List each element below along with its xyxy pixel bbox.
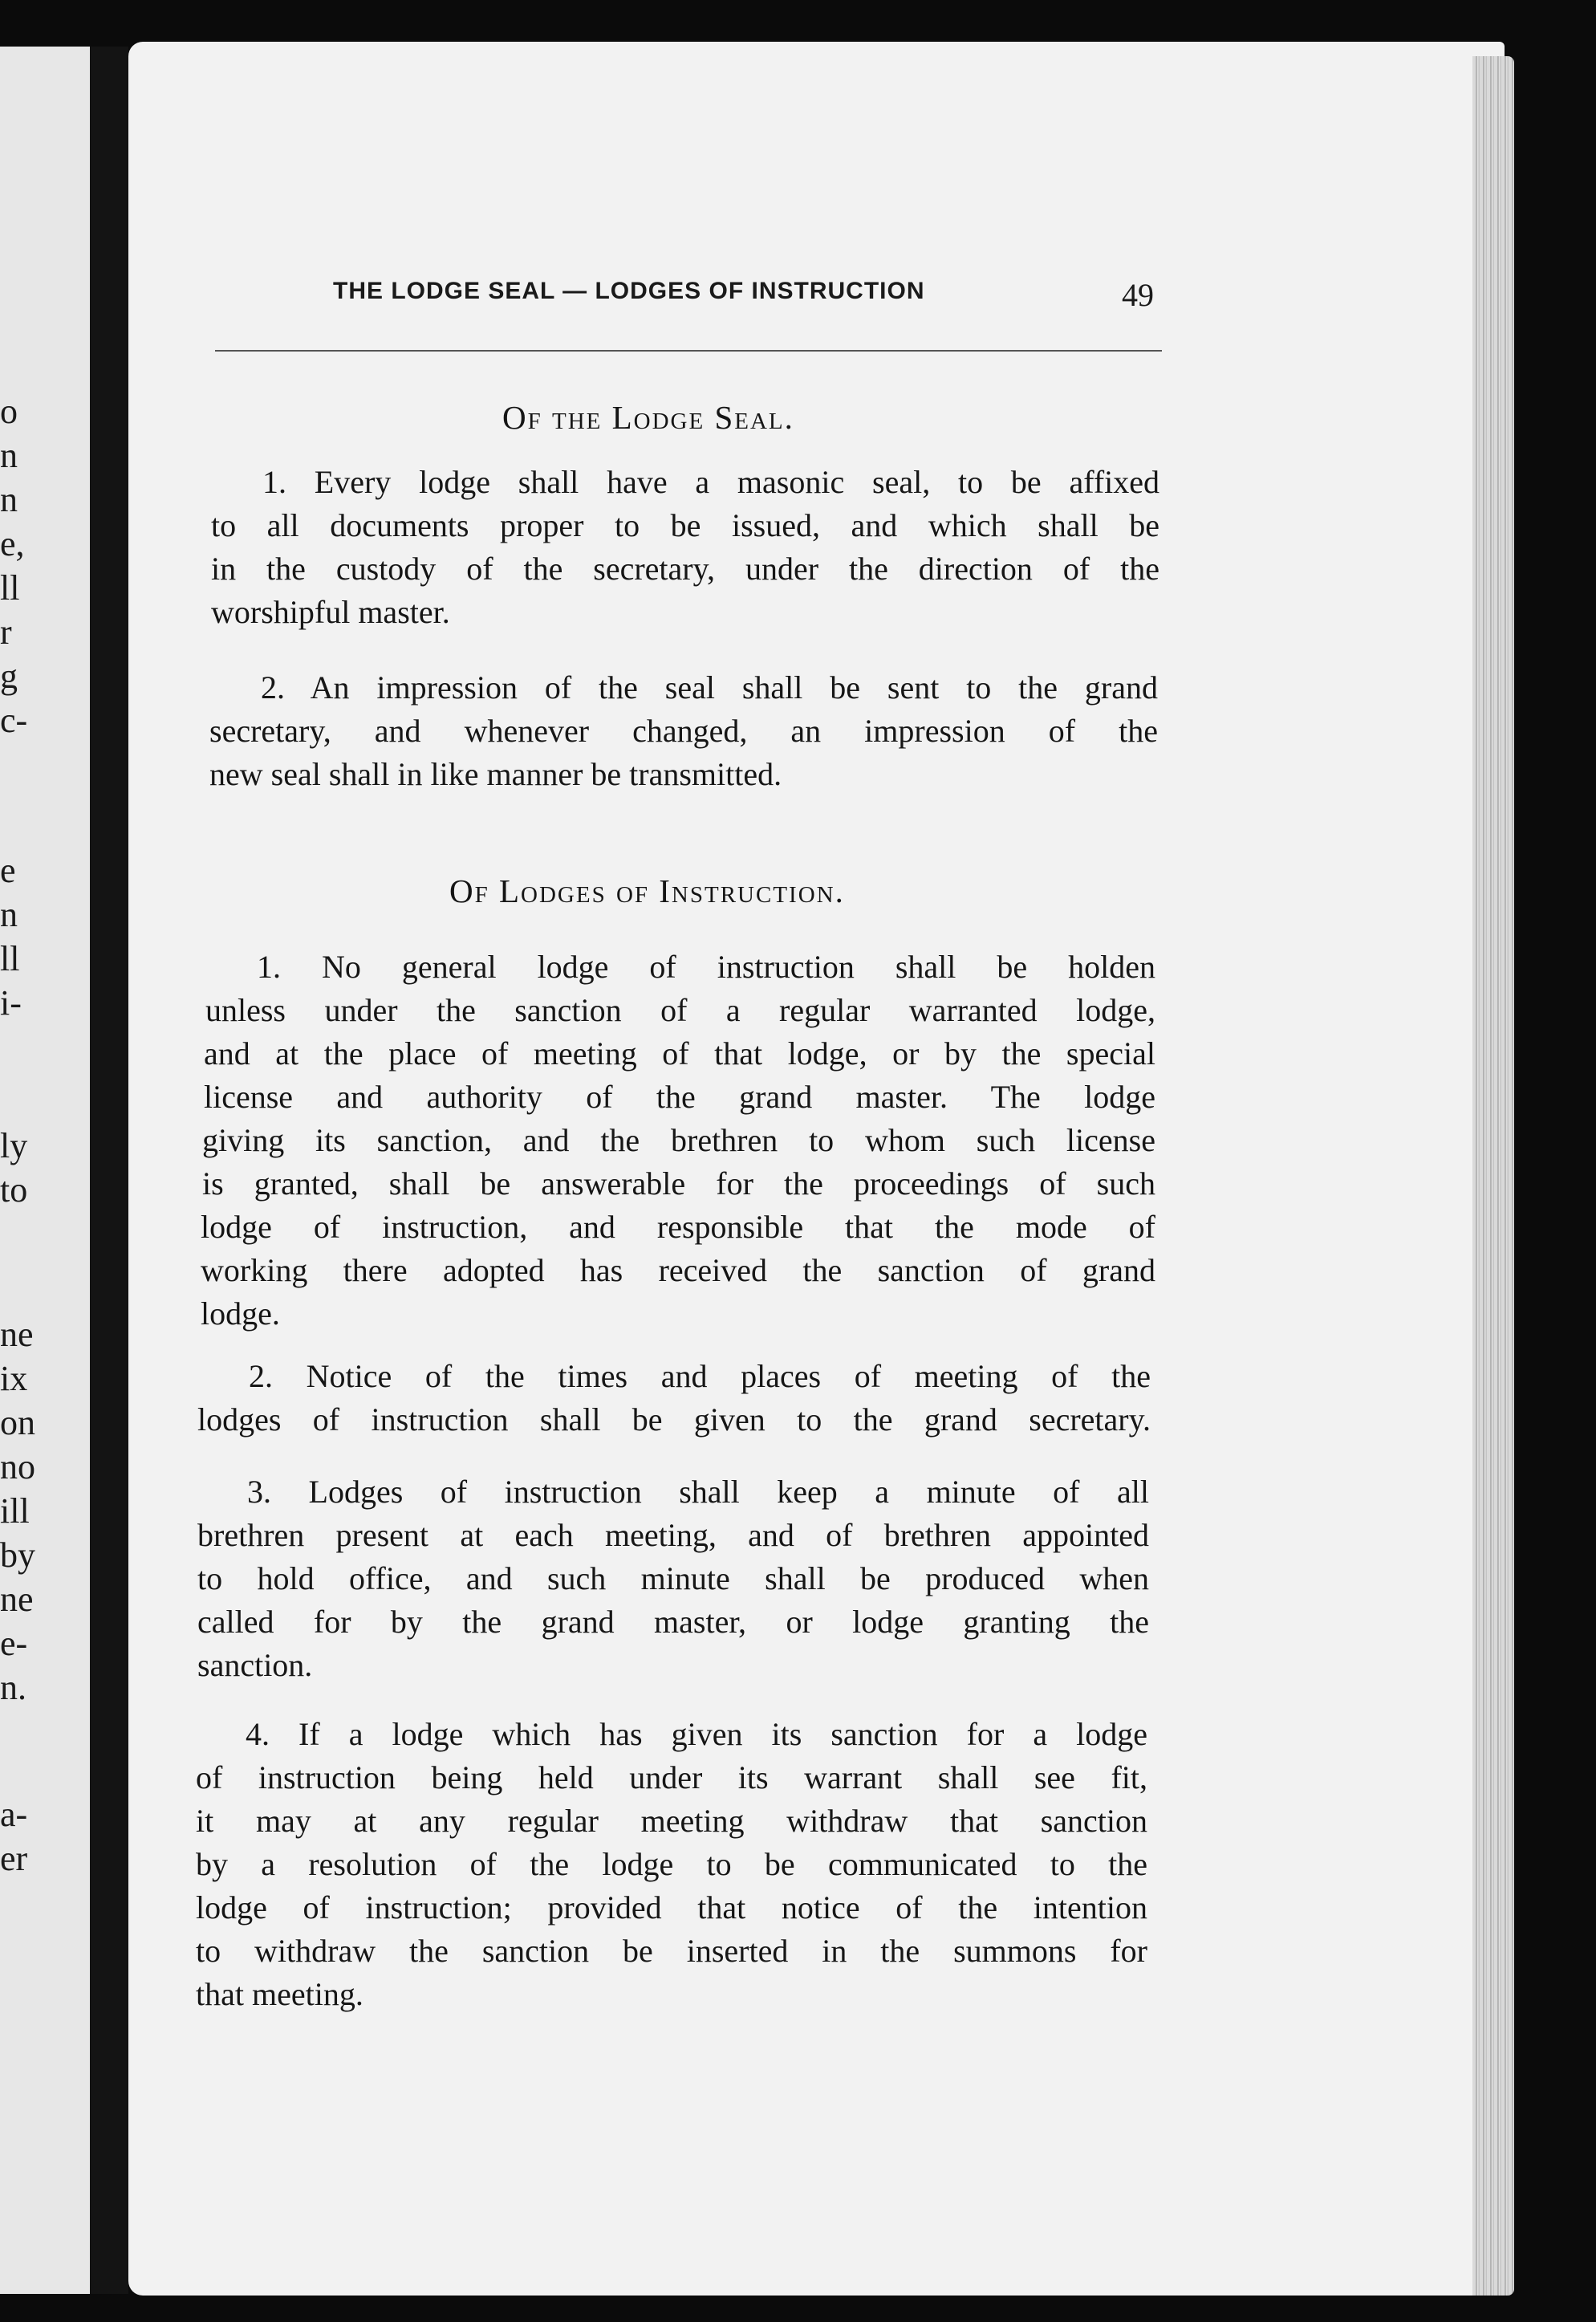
paragraph-line: license and authority of the grand master. The lodge bbox=[204, 1079, 1155, 1115]
paragraph-line: is granted, shall be answerable for the proceedings of such bbox=[202, 1165, 1155, 1202]
paragraph-line: called for by the grand master, or lodge granting the bbox=[197, 1604, 1149, 1640]
facing-fragment: n. bbox=[0, 1668, 26, 1707]
facing-fragment: e bbox=[0, 851, 16, 890]
facing-fragment: ll bbox=[0, 939, 20, 978]
paragraph-line: secretary, and whenever changed, an impression of the bbox=[209, 713, 1158, 749]
paragraph-line: lodge of instruction; provided that notice of the intention bbox=[196, 1889, 1147, 1926]
section-title-lodges-of-instruction: Of Lodges of Instruction. bbox=[449, 872, 845, 909]
facing-fragment: on bbox=[0, 1403, 35, 1442]
facing-fragment: c- bbox=[0, 701, 28, 740]
page-number: 49 bbox=[1122, 277, 1154, 313]
paragraph-line: of instruction being held under its warrant shall see fit, bbox=[196, 1759, 1147, 1795]
paragraph-line: it may at any regular meeting withdraw that sanction bbox=[196, 1803, 1147, 1839]
facing-fragment: to bbox=[0, 1170, 28, 1210]
facing-fragment: ill bbox=[0, 1491, 30, 1531]
paragraph-line: to withdraw the sanction be inserted in the summons for bbox=[196, 1933, 1147, 1969]
paragraph-line: 2. An impression of the seal shall be sent to the grand bbox=[261, 669, 1158, 706]
paragraph-line: 1. No general lodge of instruction shall be holden bbox=[257, 949, 1155, 985]
running-header: THE LODGE SEAL — LODGES OF INSTRUCTION bbox=[333, 278, 925, 304]
facing-fragment: g bbox=[0, 657, 18, 696]
facing-fragment: n bbox=[0, 436, 18, 475]
paragraph-line: giving its sanction, and the brethren to whom such license bbox=[202, 1122, 1155, 1158]
paragraph-line: 4. If a lodge which has given its sanction for a lodge bbox=[246, 1716, 1147, 1752]
facing-fragment: n bbox=[0, 480, 18, 519]
facing-fragment: e, bbox=[0, 524, 25, 563]
page-edge-stack bbox=[1472, 56, 1514, 2296]
facing-fragment: o bbox=[0, 392, 18, 431]
facing-fragment: n bbox=[0, 895, 18, 934]
paragraph-line: working there adopted has received the sanction of grand bbox=[201, 1252, 1155, 1288]
facing-fragment: ix bbox=[0, 1359, 28, 1398]
facing-fragment: ly bbox=[0, 1126, 28, 1165]
facing-fragment: no bbox=[0, 1447, 35, 1486]
paragraph-line: 1. Every lodge shall have a masonic seal, to be affixed bbox=[262, 464, 1159, 500]
paragraph-line: sanction. bbox=[197, 1647, 313, 1683]
header-rule bbox=[215, 350, 1162, 352]
facing-fragment: ne bbox=[0, 1580, 34, 1619]
paragraph-line: by a resolution of the lodge to be communicated to the bbox=[196, 1846, 1147, 1882]
paragraph-line: lodge of instruction, and responsible that the mode of bbox=[201, 1209, 1155, 1245]
paragraph-line: 2. Notice of the times and places of meeting of the bbox=[249, 1358, 1151, 1394]
facing-fragment: e- bbox=[0, 1624, 28, 1663]
facing-fragment: a- bbox=[0, 1795, 28, 1834]
paragraph-line: to all documents proper to be issued, and which shall be bbox=[211, 507, 1159, 543]
paragraph-line: worshipful master. bbox=[211, 594, 450, 630]
paragraph-line: that meeting. bbox=[196, 1976, 363, 2012]
paragraph-line: unless under the sanction of a regular warranted lodge, bbox=[205, 992, 1155, 1028]
paragraph-line: in the custody of the secretary, under the direction of the bbox=[211, 551, 1159, 587]
facing-fragment: by bbox=[0, 1535, 35, 1575]
facing-fragment: i- bbox=[0, 983, 22, 1023]
paragraph-line: brethren present at each meeting, and of brethren appointed bbox=[197, 1517, 1149, 1553]
paragraph-line: lodge. bbox=[201, 1295, 280, 1332]
paragraph-line: 3. Lodges of instruction shall keep a minute of all bbox=[247, 1474, 1149, 1510]
paragraph-line: new seal shall in like manner be transmitted. bbox=[209, 756, 782, 792]
facing-fragment: ne bbox=[0, 1315, 34, 1354]
paragraph-line: to hold office, and such minute shall be produced when bbox=[197, 1560, 1149, 1596]
paragraph-line: and at the place of meeting of that lodge, or by the special bbox=[204, 1035, 1155, 1072]
facing-page-fragment bbox=[0, 47, 90, 2294]
book-gutter bbox=[90, 47, 128, 2294]
facing-fragment: er bbox=[0, 1839, 28, 1878]
facing-fragment: ll bbox=[0, 568, 20, 608]
section-title-lodge-seal: Of the Lodge Seal. bbox=[502, 399, 794, 436]
paragraph-line: lodges of instruction shall be given to the grand secretary. bbox=[197, 1401, 1151, 1438]
facing-fragment: r bbox=[0, 612, 12, 652]
